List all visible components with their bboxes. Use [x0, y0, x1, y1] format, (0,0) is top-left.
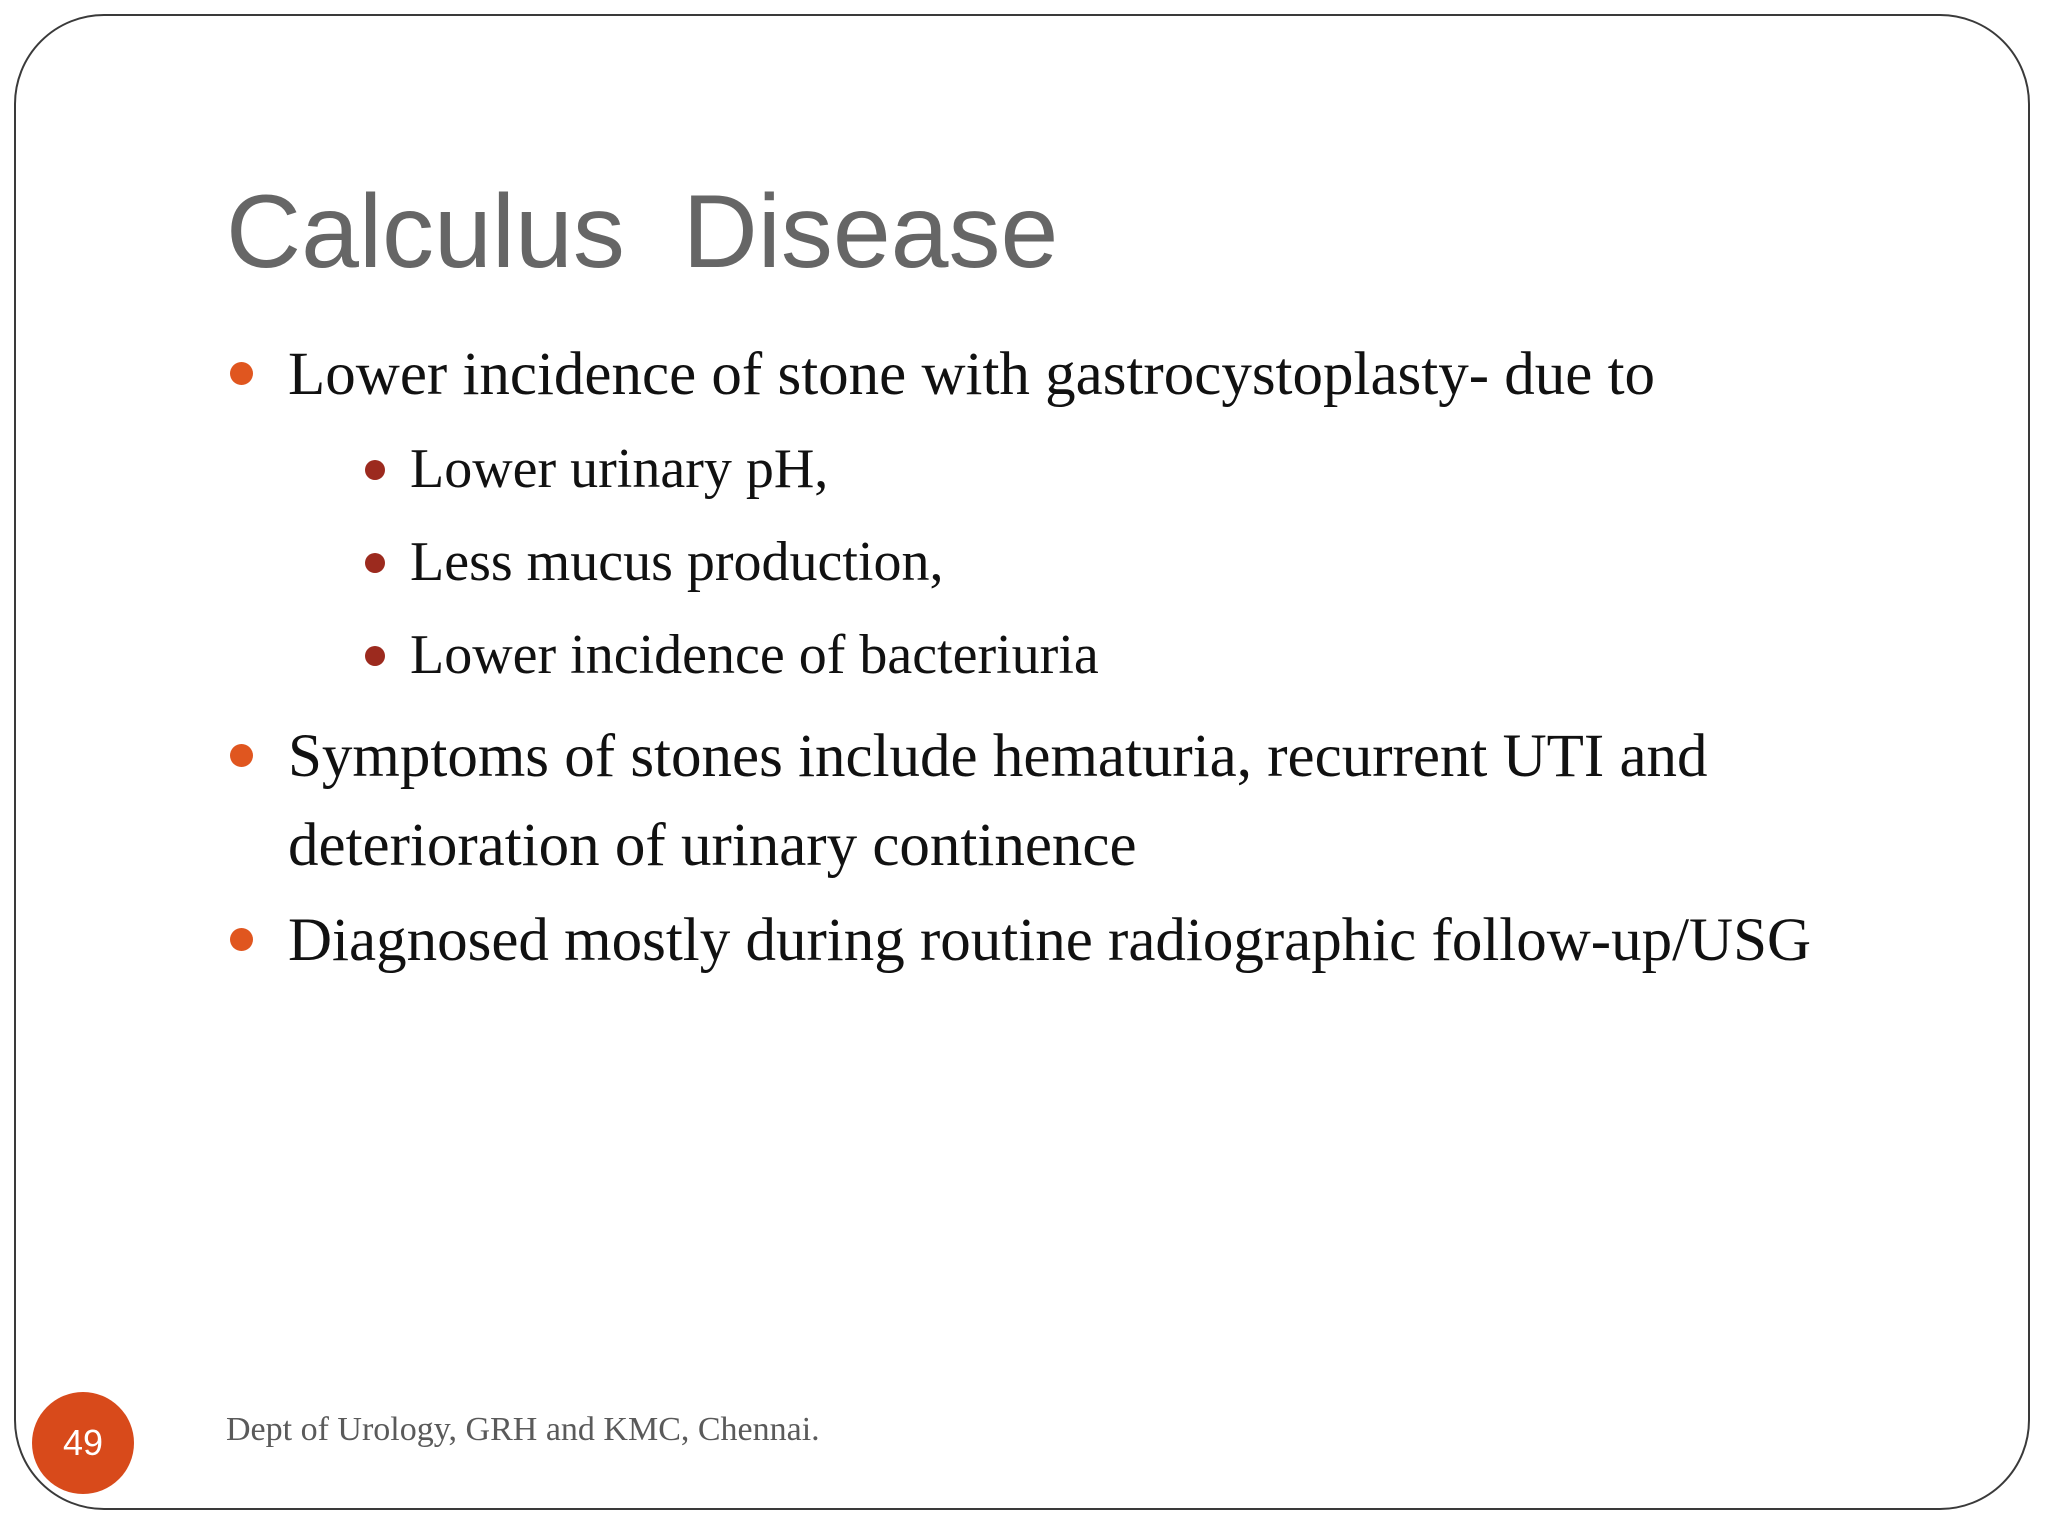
sub-bullet-text: Lower incidence of bacteriuria [410, 624, 1099, 686]
bullet-item [226, 712, 1876, 890]
sub-bullet-text: Less mucus production, [410, 531, 944, 593]
bullet-dot-icon [230, 362, 253, 385]
sub-bullet-text: Lower urinary pH, [410, 438, 829, 500]
slide-title: Calculus Disease [226, 174, 1059, 290]
bullet-list [226, 330, 1876, 991]
bullet-text: Lower incidence of stone with gastrocystoplasty- due to [288, 341, 1656, 408]
footer-text: Dept of Urology, GRH and KMC, Chennai. [226, 1411, 820, 1448]
sub-bullet-list [288, 423, 1876, 702]
bullet-text: Symptoms of stones include hematuria, recurrent UTI and deterioration of urinary continence [288, 723, 1708, 879]
sub-bullet-item [288, 609, 1876, 702]
sub-bullet-dot-icon [365, 646, 385, 666]
page-number-badge: 49 [32, 1392, 134, 1494]
bullet-item [226, 330, 1876, 702]
sub-bullet-item [288, 516, 1876, 609]
bullet-dot-icon [230, 928, 253, 951]
sub-bullet-dot-icon [365, 460, 385, 480]
sub-bullet-dot-icon [365, 553, 385, 573]
bullet-item [226, 896, 1876, 985]
sub-bullet-item [288, 423, 1876, 516]
bullet-text: Diagnosed mostly during routine radiographic follow-up/USG [288, 907, 1812, 974]
bullet-dot-icon [230, 744, 253, 767]
